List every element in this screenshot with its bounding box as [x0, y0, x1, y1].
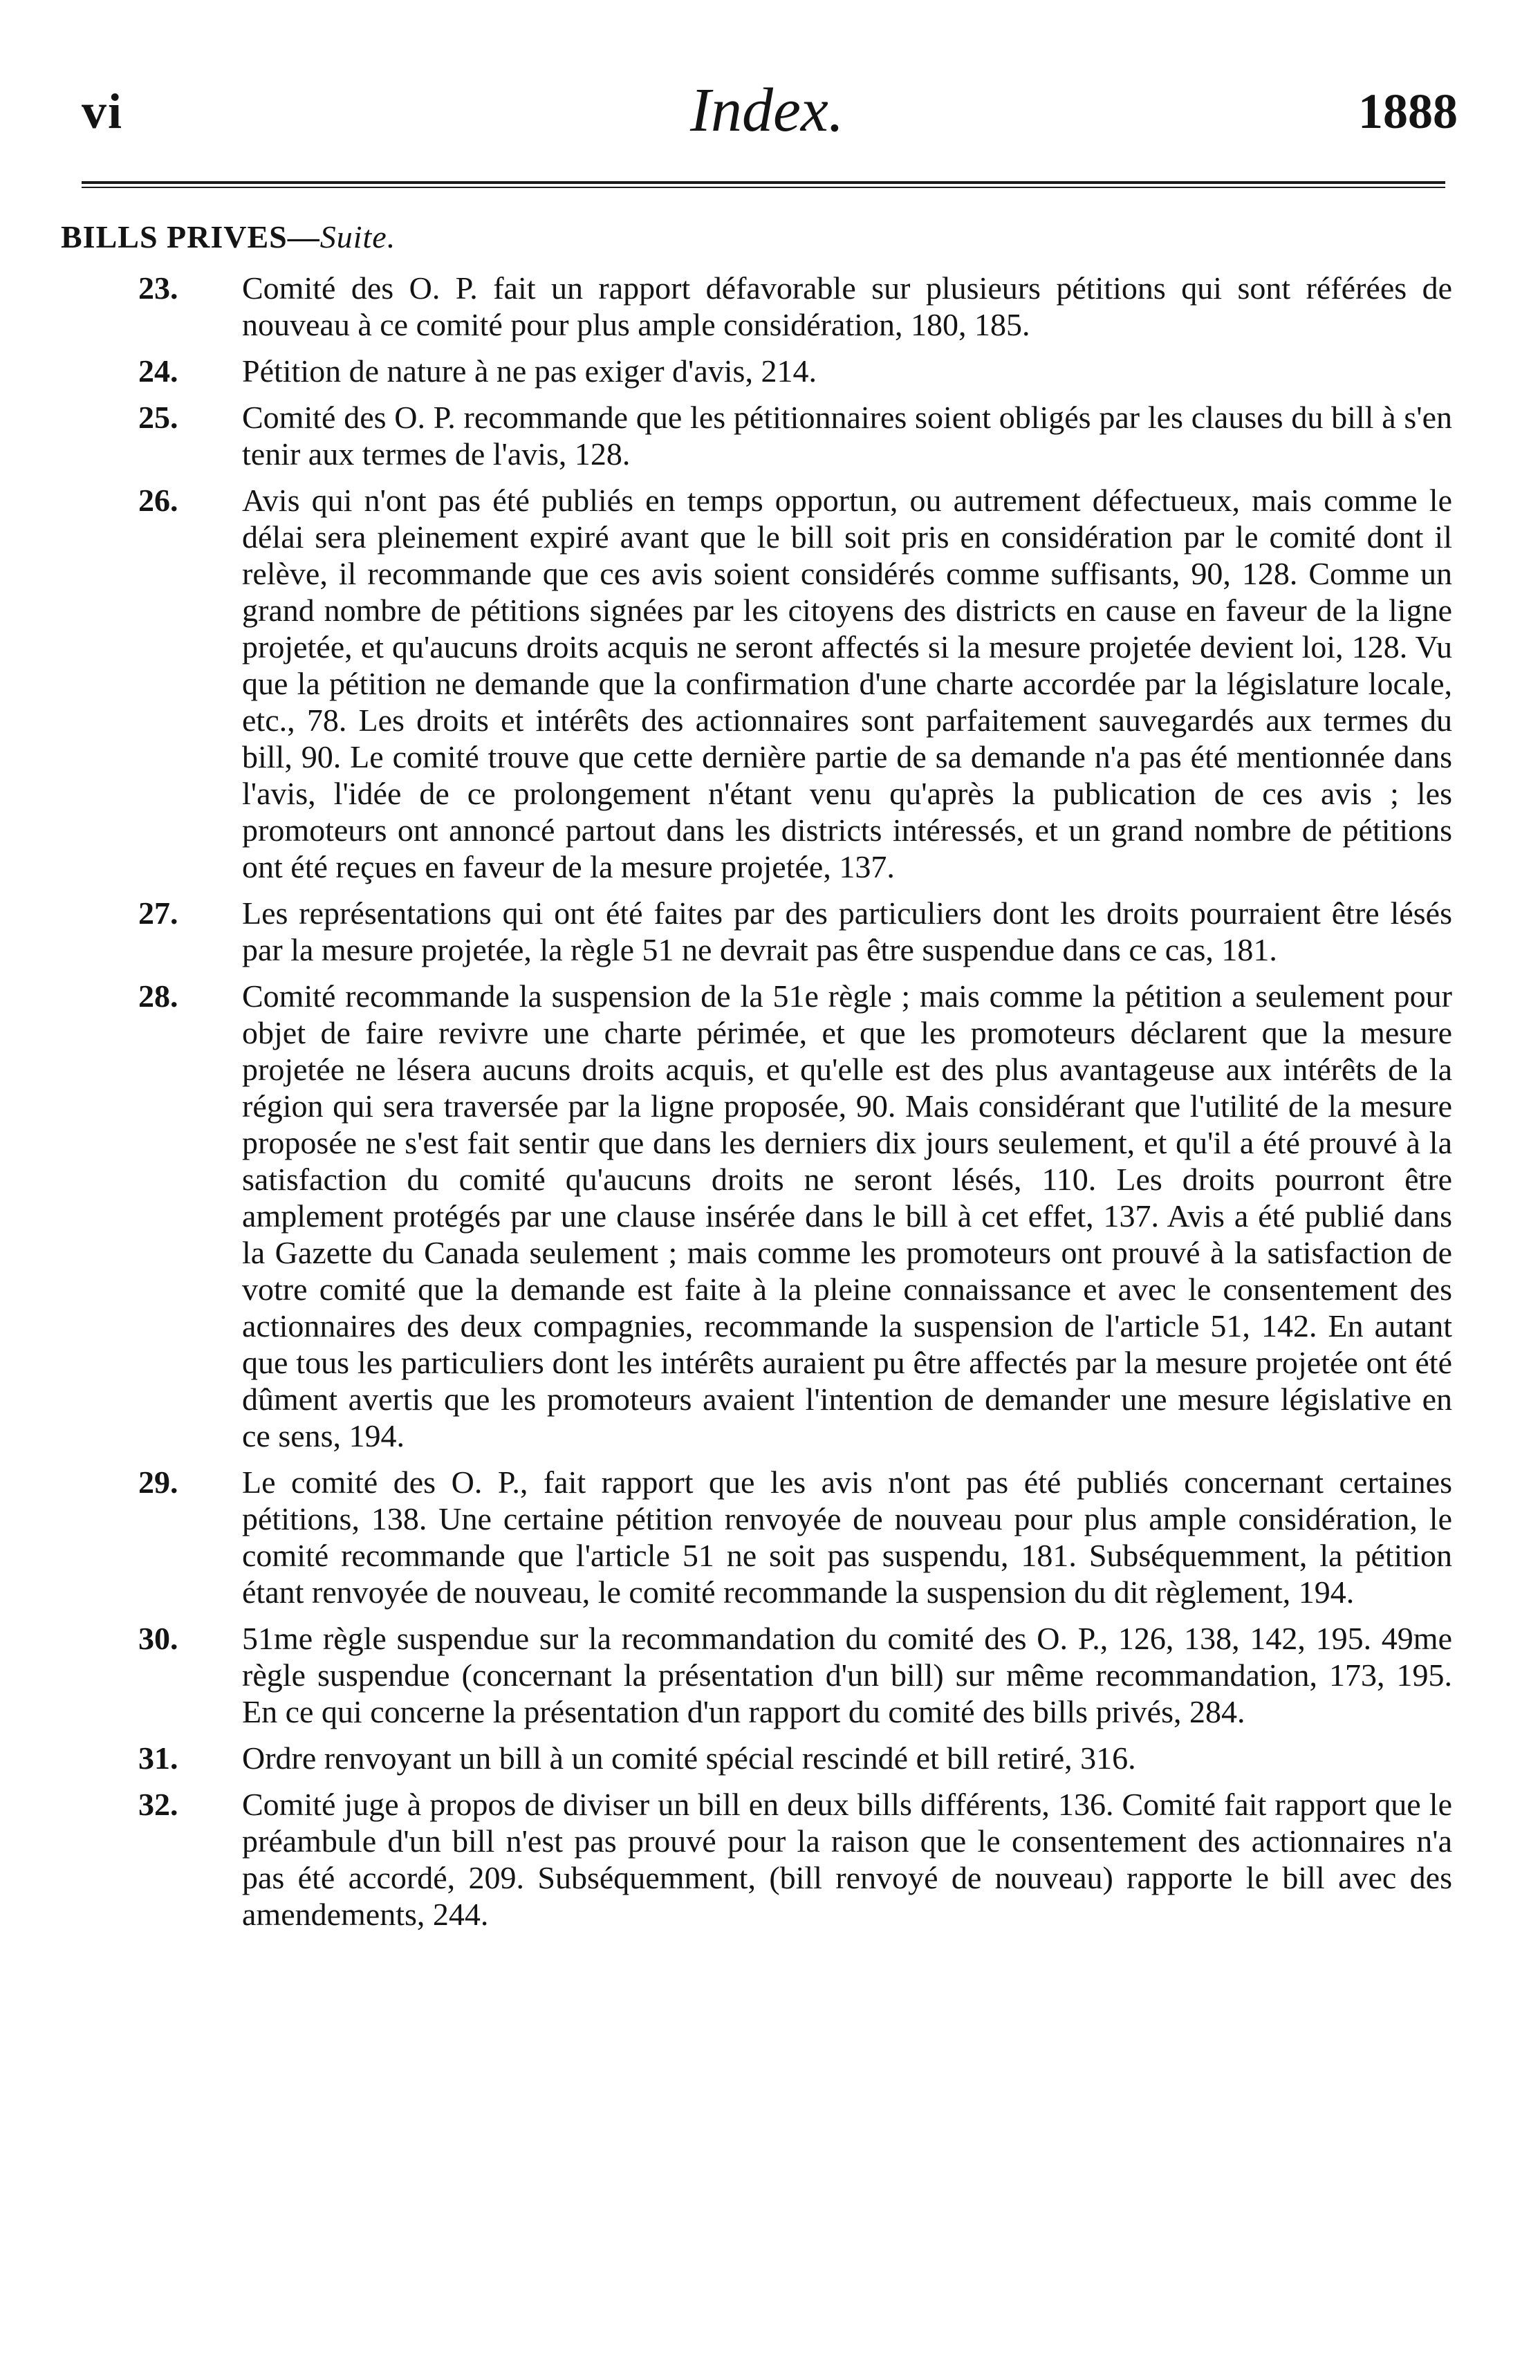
entry-text: Comité juge à propos de diviser un bill en deux bills différents, 136. Comité fait rapport que le préambule d'un bill n'est pas prouvé pour la raison que le consentement des actionnaires n'a pas été accordé, 209. Subséquemment, (bill renvoyé de nouveau) rapporte le bill avec des amendements, 244. [242, 1787, 1452, 1932]
entry-number: 30. [138, 1621, 178, 1656]
entry-text: Comité des O. P. recommande que les pétitionnaires soient obligés par les clauses du bill à s'en tenir aux termes de l'avis, 128. [242, 400, 1452, 472]
index-entry [138, 482, 1452, 885]
entry-text: 51me règle suspendue sur la recommandation du comité des O. P., 126, 138, 142, 195. 49me règle suspendue (concernant la présentation d'un bill) sur même recommandation, 173, 195. En ce qui concerne la présentation d'un rapport du comité des bills privés, 284. [242, 1621, 1452, 1729]
index-entry [138, 1786, 1452, 1933]
entry-text: Le comité des O. P., fait rapport que les avis n'ont pas été publiés concernant certaines pétitions, 138. Une certaine pétition renvoyée de nouveau pour plus ample considération, le comité recommande que l'article 51 ne soit pas suspendu, 181. Subséquemment, la pétition étant renvoyée de nouveau, le comité recommande la suspension du dit règlement, 194. [242, 1465, 1452, 1610]
index-entry [138, 895, 1452, 968]
entry-number: 32. [138, 1787, 178, 1822]
header-year: 1888 [1358, 84, 1458, 139]
page-title: Index. [690, 76, 844, 145]
index-entry [138, 1740, 1452, 1776]
index-entry [138, 353, 1452, 389]
entry-text: Les représentations qui ont été faites par des particuliers dont les droits pourraient être lésés par la mesure projetée, la règle 51 ne devrait pas être suspendue dans ce cas, 181. [242, 895, 1452, 967]
entry-number: 25. [138, 400, 178, 435]
entry-number: 27. [138, 895, 178, 931]
index-entry [138, 270, 1452, 343]
entry-text: Comité recommande la suspension de la 51e règle ; mais comme la pétition a seulement pour objet de faire revivre une charte périmée, et que les promoteurs déclarent que la mesure projetée ne lésera aucuns droits acquis, et qu'elle est des plus avantageuse aux intérêts de la région qui sera traversée par la ligne proposée, 90. Mais considérant que l'utilité de la mesure proposée ne s'est fait sentir que dans les derniers dix jours seulement, et qu'il a été prouvé à la satisfaction du comité qu'aucuns droits ne seront lésés, 110. Les droits pourront être amplement protégés par une clause insérée dans le bill à cet effet, 137. Avis a été publié dans la Gazette du Canada seulement ; mais comme les promoteurs ont prouvé à la satisfaction de votre comité que la demande est faite à la pleine connaissance et avec le consentement des actionnaires des deux compagnies, recommande la suspension de l'article 51, 142. En autant que tous les particuliers dont les intérêts auraient pu être affectés par la mesure projetée ont été dûment avertis que les promoteurs avaient l'intention de demander une mesure législative en ce sens, 194. [242, 978, 1452, 1453]
entry-number: 26. [138, 483, 178, 518]
index-entry [138, 1464, 1452, 1610]
header-rule [82, 181, 1445, 188]
index-entry [138, 399, 1452, 472]
entry-text: Pétition de nature à ne pas exiger d'avis, 214. [242, 353, 817, 389]
entry-text: Comité des O. P. fait un rapport défavorable sur plusieurs pétitions qui sont référées de nouveau à ce comité pour plus ample considération, 180, 185. [242, 270, 1452, 342]
section-heading-label: BILLS PRIVES— [61, 219, 320, 254]
entry-number: 29. [138, 1465, 178, 1500]
section-heading-suite: Suite. [319, 219, 396, 254]
entry-text: Avis qui n'ont pas été publiés en temps opportun, ou autrement défectueux, mais comme le délai sera pleinement expiré avant que le bill soit pris en considération par le comité dont il relève, il recommande que ces avis soient considérés comme suffisants, 90, 128. Comme un grand nombre de pétitions signées par les citoyens des districts en cause en faveur de la ligne projetée, et qu'aucuns droits acquis ne seront affectés si la mesure projetée devient loi, 128. Vu que la pétition ne demande que la confirmation d'une charte accordée par la législature locale, etc., 78. Les droits et intérêts des actionnaires sont parfaitement sauvegardés aux termes du bill, 90. Le comité trouve que cette dernière partie de sa demande n'a pas été mentionnée dans l'avis, l'idée de ce prolongement n'étant venu qu'après la publication de ces avis ; les promoteurs ont annoncé partout dans les districts intéressés, et un grand nombre de pétitions ont été reçues en faveur de la mesure projetée, 137. [242, 483, 1452, 884]
entry-number: 31. [138, 1740, 178, 1776]
index-entry [138, 1620, 1452, 1730]
section-heading [61, 219, 396, 255]
index-entry [138, 978, 1452, 1454]
page-number: vi [82, 84, 124, 139]
entry-text: Ordre renvoyant un bill à un comité spécial rescindé et bill retiré, 316. [242, 1740, 1136, 1776]
entry-number: 28. [138, 978, 178, 1014]
index-entries [138, 270, 1452, 1942]
page-header [82, 75, 1458, 151]
entry-number: 23. [138, 270, 178, 306]
entry-number: 24. [138, 353, 178, 389]
